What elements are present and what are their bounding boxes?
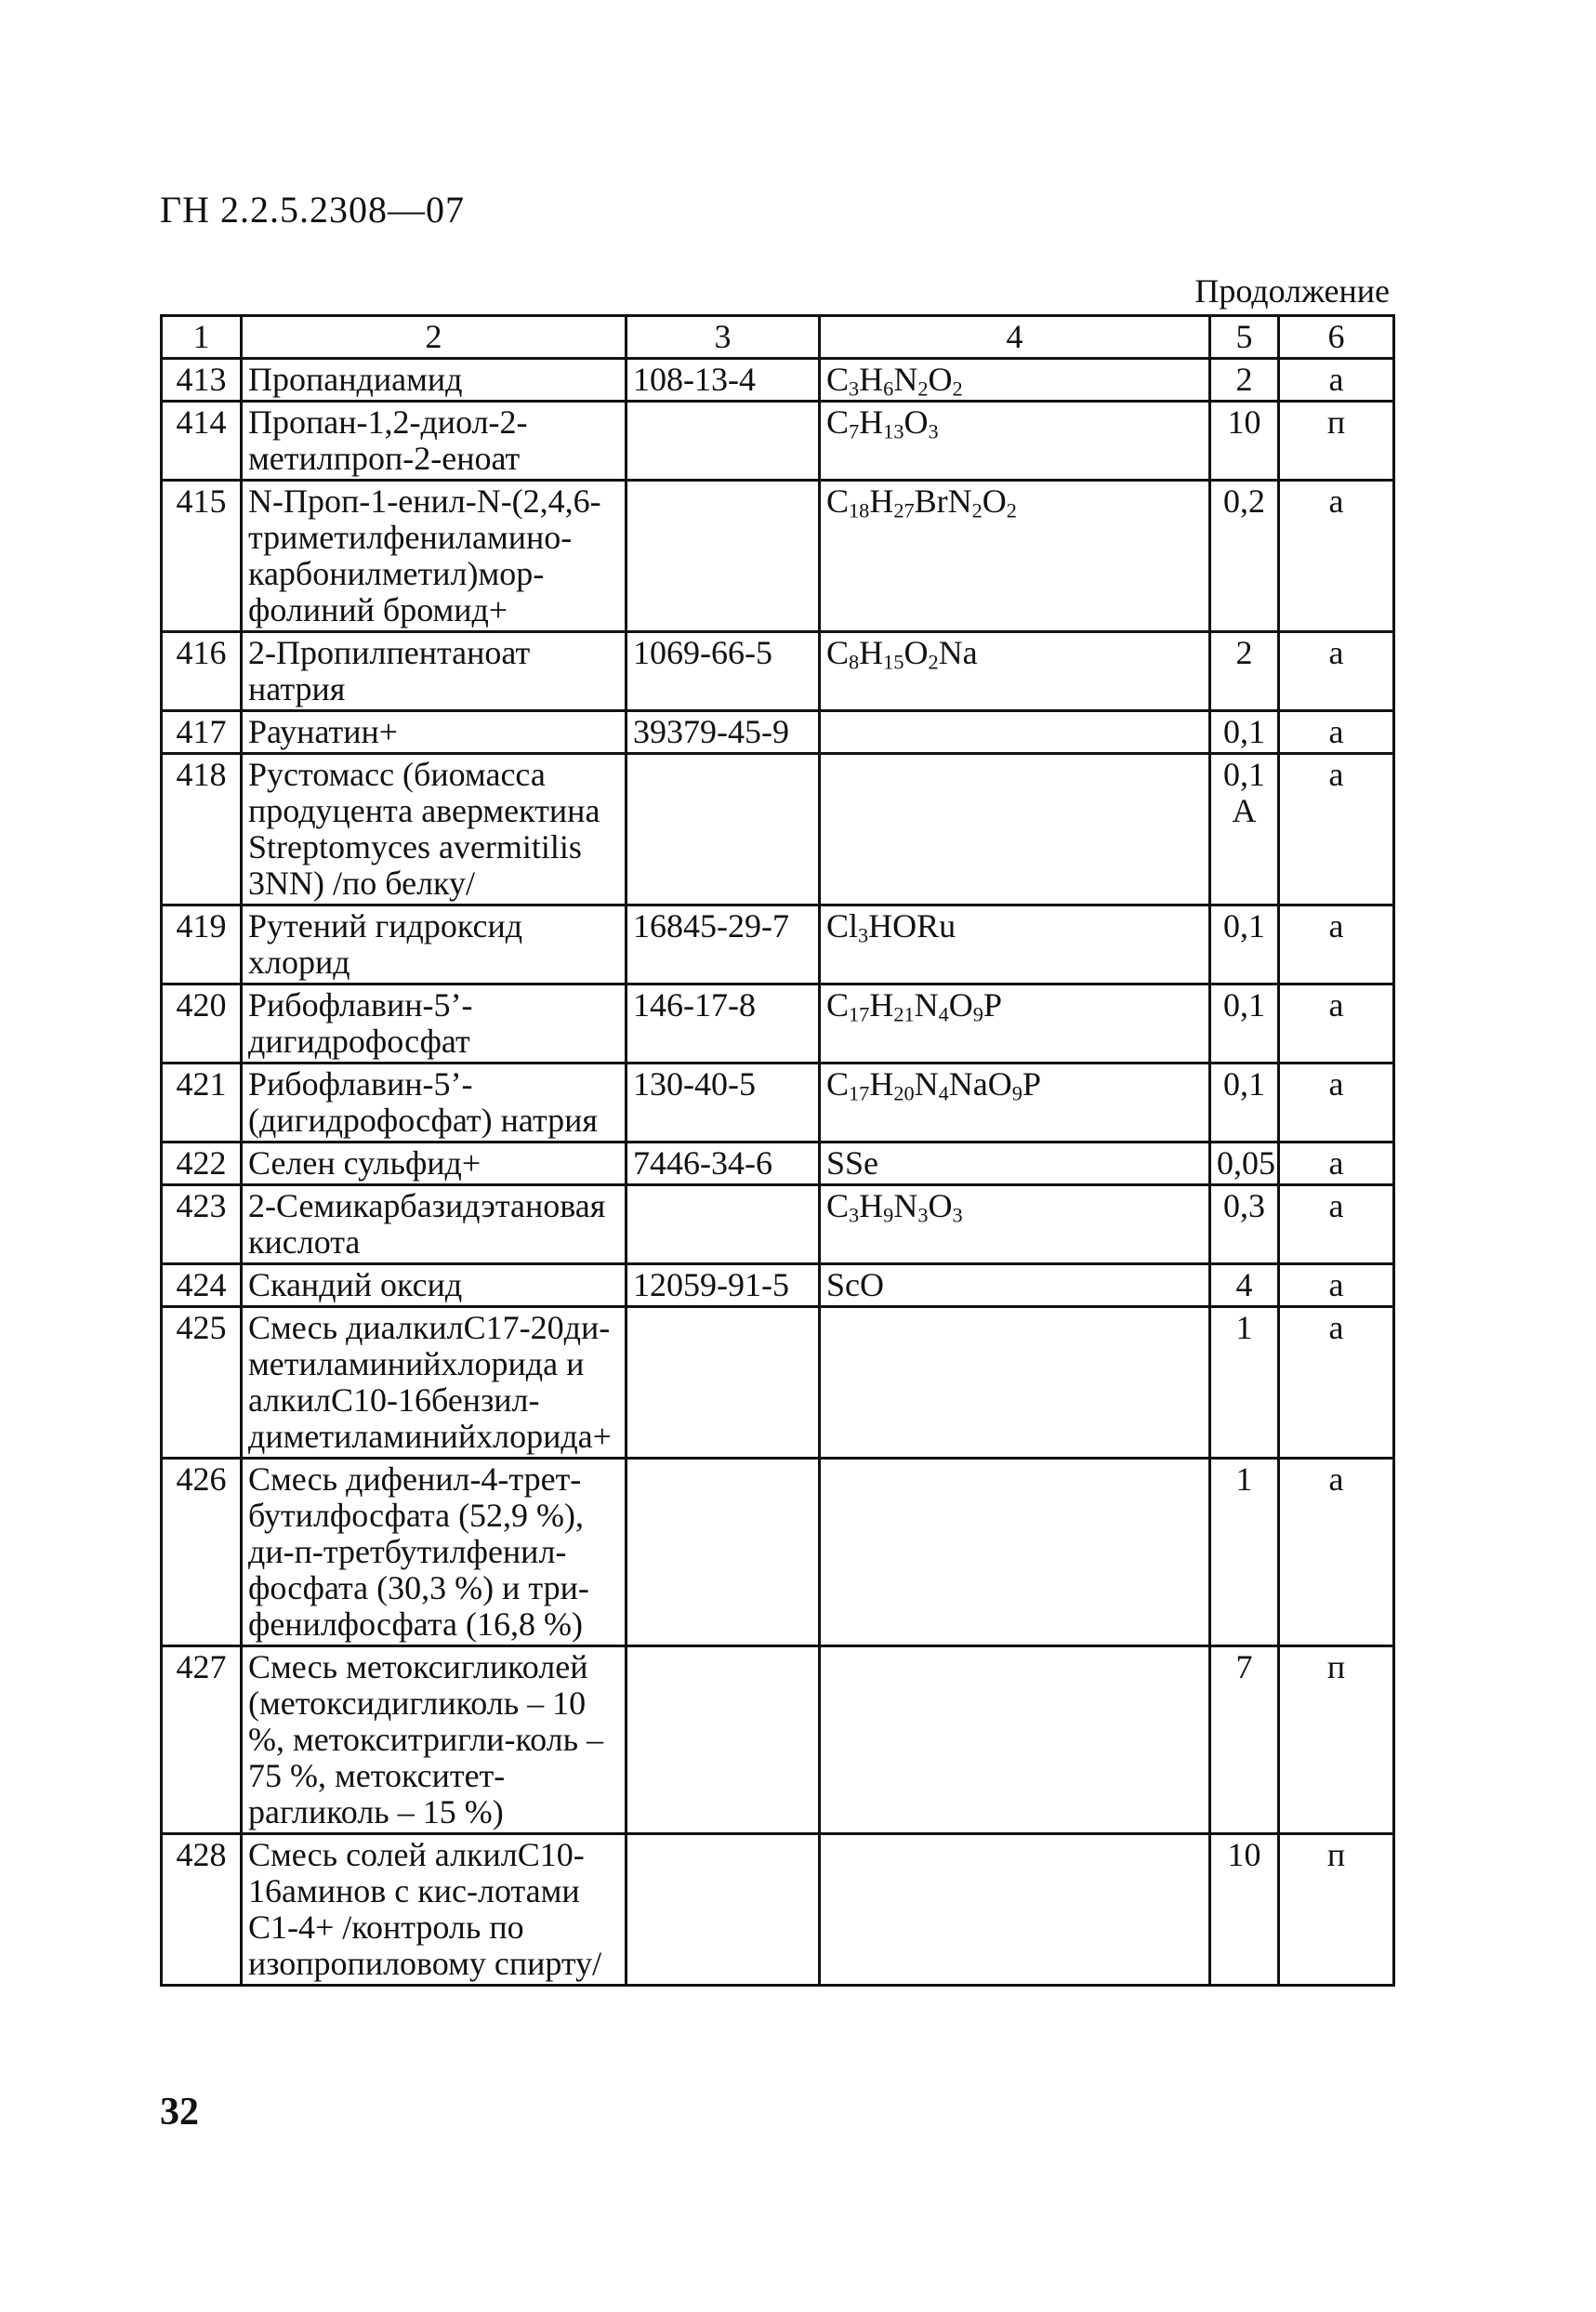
table-row <box>162 1834 1394 1986</box>
chemical-formula <box>820 711 1210 754</box>
row-number: 416 <box>162 632 242 711</box>
row-number: 424 <box>162 1264 242 1307</box>
limit-value: 0,05 <box>1210 1143 1279 1185</box>
table-row <box>162 1264 1394 1307</box>
aggregate-state: а <box>1279 1143 1394 1185</box>
substance-name: Смесь диалкилC17-20ди-метиламинийхлорида и алкилC10-16бензил-диметиламинийхлорида+ <box>242 1307 627 1459</box>
cas-number: 146-17-8 <box>627 984 820 1064</box>
chemical-formula <box>820 1834 1210 1986</box>
chemical-formula: $C_{18}H_{27}BrN_2O_2$ <box>820 481 1210 632</box>
row-number: 426 <box>162 1459 242 1646</box>
chemical-formula <box>820 1459 1210 1646</box>
substance-name: Смесь солей алкилC10-16аминов с кис-лотами C1-4+ /контроль по изопропиловому спирту/ <box>242 1834 627 1986</box>
table-row <box>162 1185 1394 1264</box>
column-header: 4 <box>820 316 1210 359</box>
aggregate-state: а <box>1279 1307 1394 1459</box>
cas-number: 12059-91-5 <box>627 1264 820 1307</box>
table-row <box>162 905 1394 984</box>
table-row <box>162 754 1394 905</box>
substance-name: Рустомасс (биомасса продуцента авермектина Streptomyces avermitilis 3NN) /по белку/ <box>242 754 627 905</box>
table-row <box>162 481 1394 632</box>
substance-name: 2-Семикарбазидэтановая кислота <box>242 1185 627 1264</box>
chemical-formula: $C_3H_9N_3O_3$ <box>820 1185 1210 1264</box>
document-header: ГН 2.2.5.2308—07 <box>160 189 466 231</box>
aggregate-state: а <box>1279 905 1394 984</box>
aggregate-state: а <box>1279 754 1394 905</box>
row-number: 420 <box>162 984 242 1064</box>
aggregate-state: п <box>1279 1834 1394 1986</box>
limit-value: 0,2 <box>1210 481 1279 632</box>
chemical-formula <box>820 1646 1210 1834</box>
row-number: 422 <box>162 1143 242 1185</box>
cas-number: 39379-45-9 <box>627 711 820 754</box>
limit-value: 7 <box>1210 1646 1279 1834</box>
chemical-formula <box>820 1307 1210 1459</box>
chemical-formula: $C_7H_{13}O_3$ <box>820 402 1210 481</box>
row-number: 423 <box>162 1185 242 1264</box>
cas-number <box>627 754 820 905</box>
cas-number <box>627 481 820 632</box>
aggregate-state: п <box>1279 1646 1394 1834</box>
substance-name: 2-Пропилпентаноат натрия <box>242 632 627 711</box>
row-number: 419 <box>162 905 242 984</box>
limit-value: 0,1 <box>1210 711 1279 754</box>
table-header-row <box>162 316 1394 359</box>
column-header: 3 <box>627 316 820 359</box>
page-number: 32 <box>160 2091 199 2134</box>
substance-name: Пропан-1,2-диол-2-метилпроп-2-еноат <box>242 402 627 481</box>
substance-name: Селен сульфид+ <box>242 1143 627 1185</box>
row-number: 428 <box>162 1834 242 1986</box>
table-row <box>162 359 1394 402</box>
column-header: 5 <box>1210 316 1279 359</box>
cas-number <box>627 1646 820 1834</box>
substance-name: Рибофлавин-5’-(дигидрофосфат) натрия <box>242 1064 627 1143</box>
row-number: 413 <box>162 359 242 402</box>
cas-number: 16845-29-7 <box>627 905 820 984</box>
cas-number: 108-13-4 <box>627 359 820 402</box>
limit-value: 0,1 <box>1210 905 1279 984</box>
aggregate-state: а <box>1279 1064 1394 1143</box>
substances-table <box>160 314 1395 1987</box>
limit-value: 2 <box>1210 632 1279 711</box>
table-row <box>162 984 1394 1064</box>
chemical-formula <box>820 754 1210 905</box>
limit-value: 1 <box>1210 1307 1279 1459</box>
limit-value: 0,1 <box>1210 1064 1279 1143</box>
row-number: 418 <box>162 754 242 905</box>
chemical-formula: SSe <box>820 1143 1210 1185</box>
limit-value: 0,1 <box>1210 984 1279 1064</box>
aggregate-state: а <box>1279 1459 1394 1646</box>
table-row <box>162 1307 1394 1459</box>
limit-value: 2 <box>1210 359 1279 402</box>
table-row <box>162 632 1394 711</box>
row-number: 425 <box>162 1307 242 1459</box>
row-number: 415 <box>162 481 242 632</box>
chemical-formula: $C_3H_6N_2O_2$ <box>820 359 1210 402</box>
aggregate-state: а <box>1279 359 1394 402</box>
table-row <box>162 1459 1394 1646</box>
chemical-formula: $Cl_3HORu$ <box>820 905 1210 984</box>
limit-value: 1 <box>1210 1459 1279 1646</box>
aggregate-state: а <box>1279 711 1394 754</box>
cas-number: 130-40-5 <box>627 1064 820 1143</box>
table-row <box>162 402 1394 481</box>
chemical-formula: $C_{17}H_{21}N_4O_9P$ <box>820 984 1210 1064</box>
limit-value: 10 <box>1210 402 1279 481</box>
substance-name: Смесь дифенил-4-трет-бутилфосфата (52,9 %), ди-п-третбутилфенил-фосфата (30,3 %) и три-фенилфосфата (16,8 %) <box>242 1459 627 1646</box>
table-row <box>162 1143 1394 1185</box>
limit-value: 0,3 <box>1210 1185 1279 1264</box>
cas-number <box>627 1185 820 1264</box>
limit-value: 10 <box>1210 1834 1279 1986</box>
chemical-formula: ScO <box>820 1264 1210 1307</box>
cas-number <box>627 402 820 481</box>
continuation-label: Продолжение <box>1194 272 1390 310</box>
cas-number: 7446-34-6 <box>627 1143 820 1185</box>
table-row <box>162 1064 1394 1143</box>
aggregate-state: а <box>1279 1264 1394 1307</box>
aggregate-state: а <box>1279 984 1394 1064</box>
substance-name: Скандий оксид <box>242 1264 627 1307</box>
limit-value: 4 <box>1210 1264 1279 1307</box>
row-number: 427 <box>162 1646 242 1834</box>
chemical-formula: $C_8H_{15}O_2Na$ <box>820 632 1210 711</box>
table-row <box>162 711 1394 754</box>
cas-number: 1069-66-5 <box>627 632 820 711</box>
cas-number <box>627 1459 820 1646</box>
chemical-formula: $C_{17}H_{20}N_4NaO_9P$ <box>820 1064 1210 1143</box>
aggregate-state: а <box>1279 632 1394 711</box>
column-header: 1 <box>162 316 242 359</box>
cas-number <box>627 1834 820 1986</box>
cas-number <box>627 1307 820 1459</box>
row-number: 417 <box>162 711 242 754</box>
row-number: 421 <box>162 1064 242 1143</box>
substance-name: Рибофлавин-5’-дигидрофосфат <box>242 984 627 1064</box>
substance-name: Рутений гидроксид хлорид <box>242 905 627 984</box>
aggregate-state: п <box>1279 402 1394 481</box>
column-header: 6 <box>1279 316 1394 359</box>
substance-name: N-Проп-1-енил-N-(2,4,6-триметилфениламино-карбонилметил)мор-фолиний бромид+ <box>242 481 627 632</box>
row-number: 414 <box>162 402 242 481</box>
substance-name: Пропандиамид <box>242 359 627 402</box>
substance-name: Смесь метоксигликолей (метоксидигликоль – 10 %, метокситригли-коль – 75 %, метокситет-рагликоль – 15 %) <box>242 1646 627 1834</box>
aggregate-state: а <box>1279 481 1394 632</box>
table-row <box>162 1646 1394 1834</box>
limit-value: 0,1 А <box>1210 754 1279 905</box>
column-header: 2 <box>242 316 627 359</box>
aggregate-state: а <box>1279 1185 1394 1264</box>
substance-name: Раунатин+ <box>242 711 627 754</box>
